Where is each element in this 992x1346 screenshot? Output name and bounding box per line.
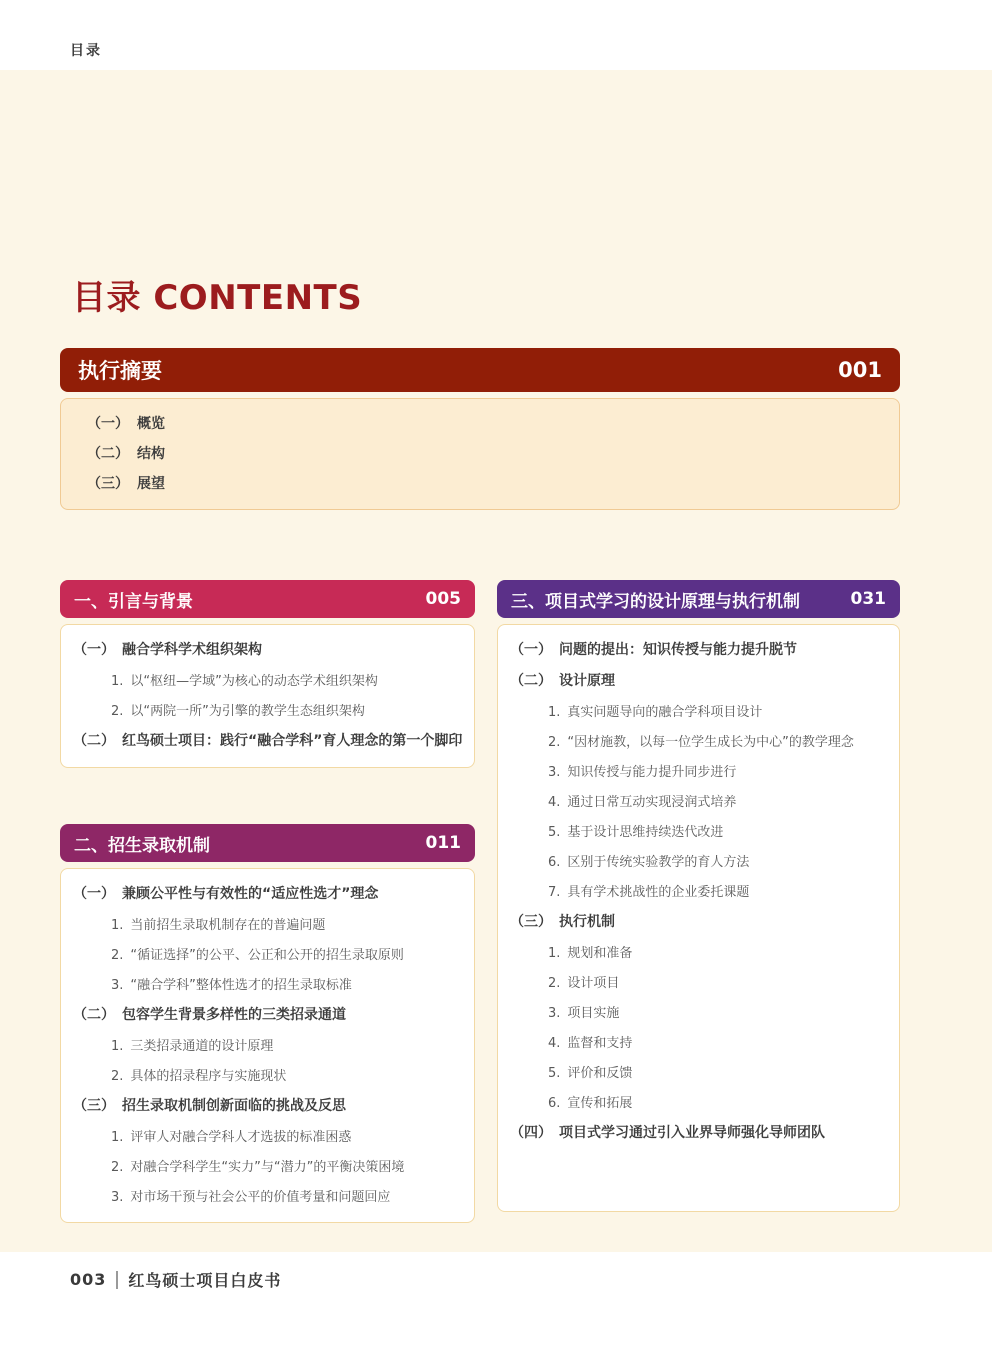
toc-entry-text: 设计原理 <box>559 673 615 689</box>
toc-entry-text: 三类招录通道的设计原理 <box>130 1038 274 1054</box>
toc-entry <box>510 1118 887 1149</box>
section-1 <box>60 580 475 768</box>
toc-entry-number: 6. <box>548 1095 561 1111</box>
toc-column-left <box>60 580 475 1223</box>
toc-entry <box>73 1031 462 1061</box>
section-3-banner-title: 三、项目式学习的设计原理与执行机制 <box>511 591 800 612</box>
executive-page-number: 001 <box>838 358 882 382</box>
toc-entry <box>510 666 887 697</box>
toc-entry <box>510 787 887 817</box>
toc-entry-text: 结构 <box>137 446 165 462</box>
toc-entry-number: 4. <box>548 794 561 810</box>
toc-entry-text: 当前招生录取机制存在的普遍问题 <box>130 917 326 933</box>
toc-entry-text: 项目实施 <box>567 1005 620 1021</box>
toc-entry-number: 2. <box>548 734 561 750</box>
toc-entry-number: 1. <box>111 1038 124 1054</box>
toc-entry-number: 2. <box>111 703 124 719</box>
toc-entry-text: “融合学科”整体性选才的招生录取标准 <box>130 977 352 993</box>
toc-entry <box>73 696 462 726</box>
section-2 <box>60 824 475 1223</box>
toc-entry-number: 1. <box>111 917 124 933</box>
section-2-banner <box>60 824 475 862</box>
toc-entry-number: 2. <box>548 975 561 991</box>
toc-entry-number: 1. <box>111 1129 124 1145</box>
toc-entry <box>87 469 873 499</box>
page-title: 目录 CONTENTS <box>72 278 363 318</box>
toc-entry <box>87 409 873 439</box>
section-3 <box>497 580 900 1212</box>
executive-banner <box>60 348 900 392</box>
toc-entry <box>73 879 462 910</box>
toc-entry <box>73 1152 462 1182</box>
toc-entry <box>73 1000 462 1031</box>
header-label: 目录 <box>70 43 102 59</box>
toc-entry-text: 概览 <box>137 416 165 432</box>
toc-entry-text: 规划和准备 <box>567 945 633 961</box>
section-3-page-number: 031 <box>850 589 886 609</box>
toc-entry-text: 包容学生背景多样性的三类招录通道 <box>122 1007 346 1023</box>
toc-entry-text: 区别于传统实验教学的育人方法 <box>567 854 750 870</box>
toc-entry <box>510 817 887 847</box>
executive-banner-title: 执行摘要 <box>78 359 162 383</box>
toc-entry <box>510 1058 887 1088</box>
footer-page-number: 003 <box>70 1270 107 1289</box>
toc-entry-number: 5. <box>548 1065 561 1081</box>
section-1-page-number: 005 <box>425 589 461 609</box>
toc-entry-text: 对融合学科学生“实力”与“潜力”的平衡决策困境 <box>130 1159 405 1175</box>
section-1-banner <box>60 580 475 618</box>
toc-entry-number: 4. <box>548 1035 561 1051</box>
toc-entry-text: 问题的提出：知识传授与能力提升脱节 <box>559 642 797 658</box>
toc-entry <box>87 439 873 469</box>
toc-entry-number: 3. <box>111 977 124 993</box>
toc-entry-text: 具有学术挑战性的企业委托课题 <box>567 884 750 900</box>
toc-entry-number: （四） <box>510 1125 552 1141</box>
toc-entry-number: 2. <box>111 947 124 963</box>
page-body <box>0 70 992 1252</box>
toc-entry <box>73 1061 462 1091</box>
toc-entry-text: 展望 <box>137 476 165 492</box>
toc-entry-text: “循证选择”的公平、公正和公开的招生录取原则 <box>130 947 404 963</box>
section-2-page-number: 011 <box>425 833 461 853</box>
toc-entry <box>510 877 887 907</box>
section-2-banner-title: 二、招生录取机制 <box>74 835 210 856</box>
section-3-box <box>497 624 900 1212</box>
toc-entry-text: 评审人对融合学科人才选拔的标准困惑 <box>130 1129 352 1145</box>
footer-book-title: 红鸟硕士项目白皮书 <box>128 1271 282 1290</box>
toc-entry-number: （二） <box>510 673 552 689</box>
toc-entry-text: 具体的招录程序与实施现状 <box>130 1068 287 1084</box>
toc-entry-number: （二） <box>87 446 129 462</box>
toc-entry-text: 宣传和拓展 <box>567 1095 633 1111</box>
toc-entry-number: 1. <box>111 673 124 689</box>
toc-entry <box>510 757 887 787</box>
toc-entry-number: 3. <box>111 1189 124 1205</box>
toc-entry-number: 5. <box>548 824 561 840</box>
toc-entry-number: （一） <box>73 642 115 658</box>
toc-entry <box>73 726 462 757</box>
toc-entry-text: 以“两院一所”为引擎的教学生态组织架构 <box>130 703 365 719</box>
toc-entry <box>510 998 887 1028</box>
toc-entry-text: “因材施教，以每一位学生成长为中心”的教学理念 <box>567 734 854 750</box>
toc-entry-text: 招生录取机制创新面临的挑战及反思 <box>122 1098 346 1114</box>
toc-entry <box>73 970 462 1000</box>
toc-entry-number: 1. <box>548 704 561 720</box>
toc-entry-number: （一） <box>510 642 552 658</box>
executive-box <box>60 398 900 510</box>
toc-entry-number: 2. <box>111 1068 124 1084</box>
toc-entry <box>510 1028 887 1058</box>
section-3-banner <box>497 580 900 618</box>
toc-entry-number: 6. <box>548 854 561 870</box>
toc-entry <box>73 1091 462 1122</box>
toc-column-right <box>497 580 900 1223</box>
toc-entry-text: 真实问题导向的融合学科项目设计 <box>567 704 763 720</box>
toc-entry-number: 1. <box>548 945 561 961</box>
toc-entry-text: 监督和支持 <box>567 1035 633 1051</box>
toc-columns <box>60 580 900 1223</box>
toc-entry-number: （三） <box>510 914 552 930</box>
toc-entry-number: （一） <box>87 416 129 432</box>
toc-entry-number: （二） <box>73 1007 115 1023</box>
toc-entry-text: 知识传授与能力提升同步进行 <box>567 764 737 780</box>
footer-divider <box>116 1271 118 1289</box>
toc-entry-number: （三） <box>87 476 129 492</box>
toc-entry-number: 3. <box>548 1005 561 1021</box>
toc-entry-text: 评价和反馈 <box>567 1065 633 1081</box>
toc-entry-text: 以“枢纽—学域”为核心的动态学术组织架构 <box>130 673 378 689</box>
toc-entry-number: 2. <box>111 1159 124 1175</box>
toc-entry-number: （一） <box>73 886 115 902</box>
toc-entry-text: 红鸟硕士项目：践行“融合学科”育人理念的第一个脚印 <box>122 733 463 749</box>
toc-entry-text: 执行机制 <box>559 914 615 930</box>
toc-entry-number: （二） <box>73 733 115 749</box>
toc-entry-text: 融合学科学术组织架构 <box>122 642 262 658</box>
toc-entry-number: 3. <box>548 764 561 780</box>
toc-entry <box>510 697 887 727</box>
section-1-box <box>60 624 475 768</box>
toc-entry <box>73 910 462 940</box>
section-2-box <box>60 868 475 1223</box>
toc-entry <box>73 940 462 970</box>
toc-entry <box>73 1122 462 1152</box>
toc-entry-text: 项目式学习通过引入业界导师强化导师团队 <box>559 1125 825 1141</box>
toc-entry <box>510 938 887 968</box>
toc-entry <box>510 1088 887 1118</box>
toc-entry <box>73 666 462 696</box>
toc-entry-text: 兼顾公平性与有效性的“适应性选才”理念 <box>122 886 379 902</box>
toc-entry <box>510 727 887 757</box>
toc-entry <box>510 635 887 666</box>
toc-entry <box>73 635 462 666</box>
toc-entry-text: 设计项目 <box>567 975 620 991</box>
toc-entry-number: 7. <box>548 884 561 900</box>
toc-entry <box>510 968 887 998</box>
page-footer <box>0 1252 992 1346</box>
page-header <box>0 0 992 70</box>
toc-entry-text: 对市场干预与社会公平的价值考量和问题回应 <box>130 1189 391 1205</box>
section-1-banner-title: 一、引言与背景 <box>74 591 193 612</box>
toc-entry <box>510 847 887 877</box>
toc-entry-text: 通过日常互动实现浸润式培养 <box>567 794 737 810</box>
toc-entry-number: （三） <box>73 1098 115 1114</box>
toc-entry <box>73 1182 462 1212</box>
toc-entry-text: 基于设计思维持续迭代改进 <box>567 824 724 840</box>
toc-entry <box>510 907 887 938</box>
section-executive <box>60 348 900 510</box>
